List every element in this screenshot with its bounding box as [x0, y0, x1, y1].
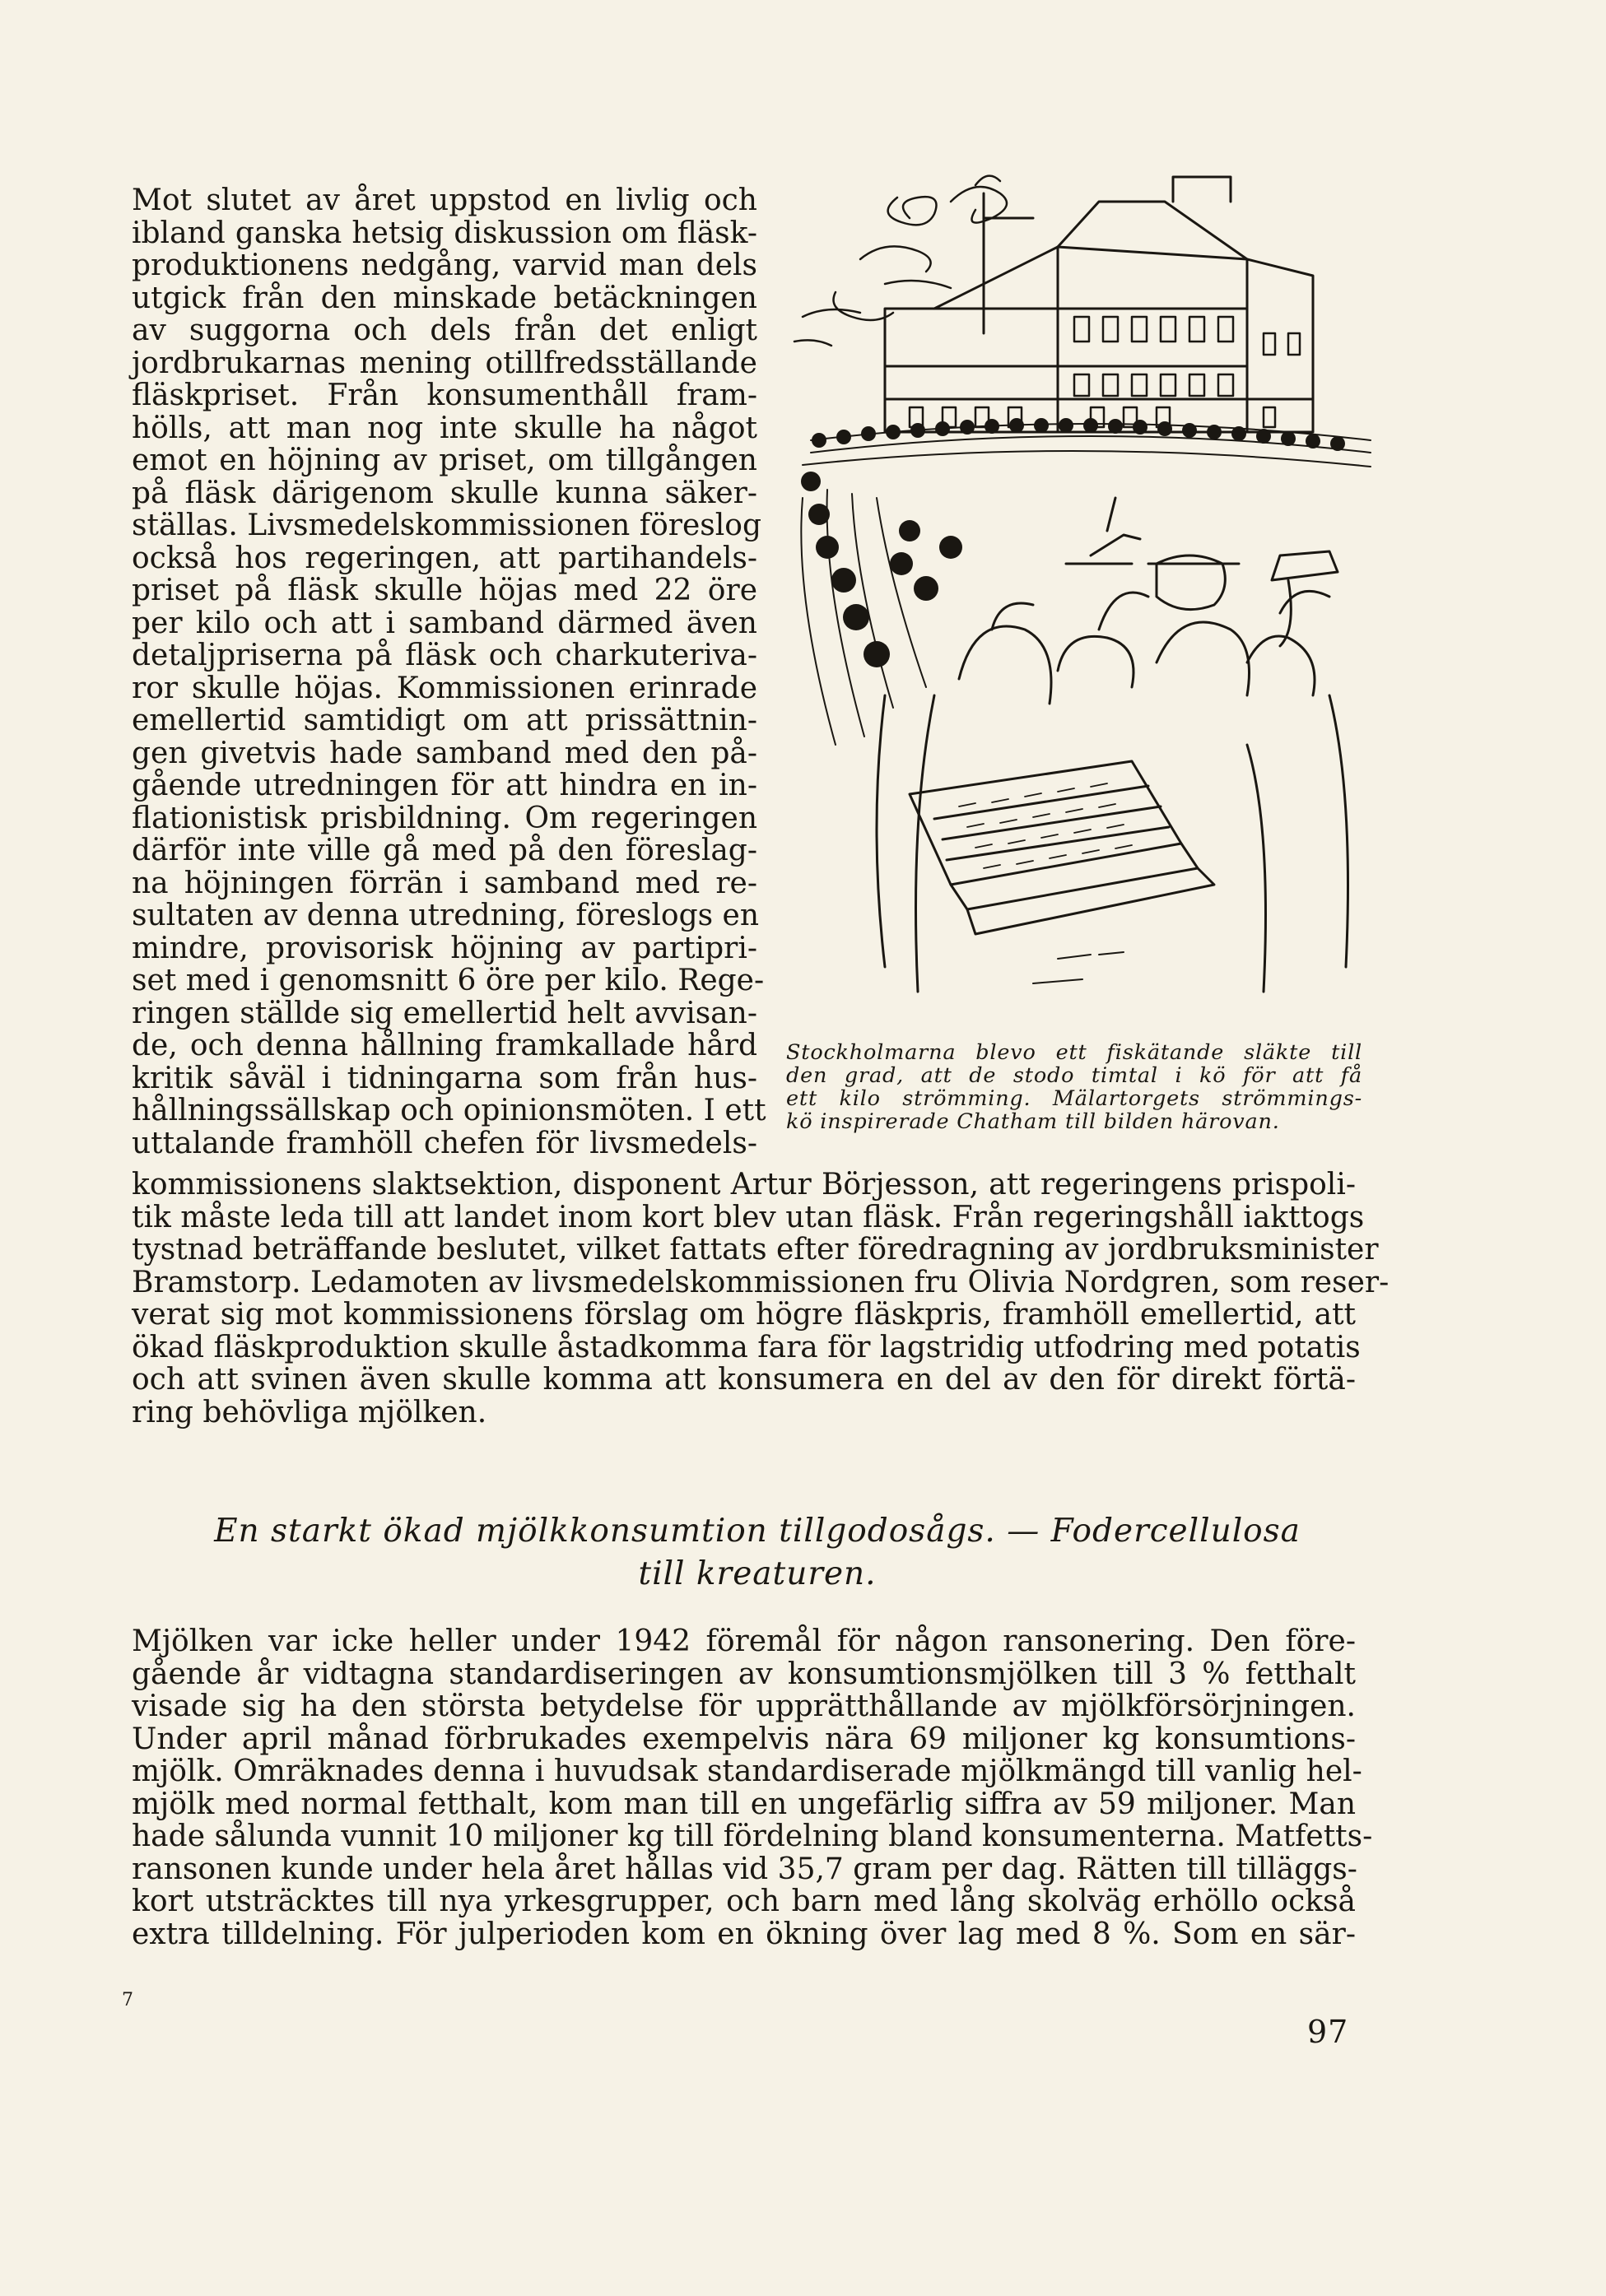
text-line: detaljpriserna på fläsk och charkuteriva-	[132, 639, 757, 672]
text-line: ring behövliga mjölken.	[132, 1395, 487, 1429]
caption-line: kö inspirerade Chatham till bilden härovan.	[786, 1109, 1280, 1134]
signature-mark: 7	[122, 1990, 133, 2010]
text-line: ibland ganska hetsig diskussion om fläsk-	[132, 216, 757, 250]
text-line: ransonen kunde under hela året hållas vid 35,7 gram per dag. Rätten till tilläggs-	[132, 1852, 1357, 1886]
text-line: ringen ställde sig emellertid helt avvisan-	[132, 996, 757, 1030]
text-line: kort utsträcktes till nya yrkesgrupper, och barn med lång skolväg erhöllo också	[132, 1885, 1356, 1918]
text-line: jordbrukarnas mening otillfredsställande	[132, 346, 757, 380]
section-body	[132, 1624, 1373, 1951]
text-line: utgick från den minskade betäckningen	[132, 281, 757, 315]
text-line: uttalande framhöll chefen för livsmedels-	[132, 1126, 757, 1160]
text-line: på fläsk därigenom skulle kunna säker-	[132, 476, 757, 510]
text-line: ställas. Livsmedelskommissionen föreslog	[132, 509, 762, 542]
text-line: hållningssällskap och opinionsmöten. I ett	[132, 1094, 766, 1127]
ground-lines	[1033, 952, 1124, 983]
text-line: mjölk. Omräknades denna i huvudsak standardiserade mjölkmängd till vanlig hel-	[132, 1755, 1362, 1788]
text-line: emellertid samtidigt om att prissättnin-	[132, 704, 757, 737]
full-width-text	[132, 1168, 1390, 1429]
illustration-caption	[786, 1041, 1362, 1133]
building	[885, 177, 1313, 432]
crowd-heads	[801, 418, 1345, 667]
text-line: kommissionens slaktsektion, disponent Artur Börjesson, att regeringens prispoli-	[132, 1168, 1356, 1201]
left-column-text	[132, 184, 766, 1160]
smoke-scribbles	[794, 176, 1007, 346]
text-line: Under april månad förbrukades exempelvis nära 69 miljoner kg konsumtions-	[132, 1722, 1356, 1756]
text-line: emot en höjning av priset, om tillgången	[132, 444, 757, 477]
text-line: kritik såväl i tidningarna som från hus-	[132, 1061, 757, 1095]
foreground-figures	[877, 551, 1348, 992]
text-line: mjölk med normal fetthalt, kom man till en ungefärlig siffra av 59 miljoner. Man	[132, 1787, 1356, 1821]
paragraph-milk	[132, 1624, 1373, 1951]
queue-crowd	[801, 424, 1371, 745]
text-line: hade sålunda vunnit 10 miljoner kg till fördelning bland konsumenterna. Matfetts-	[132, 1820, 1373, 1853]
page-number: 97	[1307, 2014, 1349, 2050]
text-line: gående utredningen för att hindra en in-	[132, 769, 757, 802]
text-line: extra tilldelning. För julperioden kom en ökning över lag med 8 %. Som en sär-	[132, 1917, 1356, 1951]
text-line: av suggorna och dels från det enligt	[132, 314, 757, 347]
text-line: de, och denna hållning framkallade hård	[132, 1029, 757, 1062]
paragraph-left-column	[132, 184, 766, 1160]
caption-line: den grad, att de stodo timtal i kö för att få	[786, 1063, 1362, 1088]
text-line: ror skulle höjas. Kommissionen erinrade	[132, 671, 757, 705]
caption-line: ett kilo strömming. Mälartorgets strömmings-	[786, 1086, 1362, 1111]
paragraph-continuation	[132, 1168, 1390, 1429]
text-line: sultaten av denna utredning, föreslogs en	[132, 899, 760, 932]
text-line: Bramstorp. Ledamoten av livsmedelskommissionen fru Olivia Nordgren, som reser-	[132, 1265, 1390, 1299]
queue-illustration	[786, 169, 1372, 1020]
text-line: produktionens nedgång, varvid man dels	[132, 249, 757, 282]
text-line: och att svinen även skulle komma att konsumera en del av den för direkt förtä-	[132, 1363, 1356, 1397]
text-line: tik måste leda till att landet inom kort blev utan fläsk. Från regeringshåll iakttogs	[132, 1200, 1365, 1234]
text-line: set med i genomsnitt 6 öre per kilo. Rege-	[132, 964, 765, 997]
text-line: gen givetvis hade samband med den på-	[132, 736, 757, 770]
text-line: gående år vidtagna standardiseringen av konsumtionsmjölken till 3 % fetthalt	[132, 1657, 1356, 1691]
text-line: priset på fläsk skulle höjas med 22 öre	[132, 574, 757, 607]
fish-trays	[910, 761, 1214, 934]
text-line: flationistisk prisbildning. Om regeringen	[132, 801, 757, 835]
text-line: därför inte ville gå med på den föreslag-	[132, 834, 757, 867]
text-line: fläskpriset. Från konsumenthåll fram-	[132, 379, 757, 412]
text-line: hölls, att man nog inte skulle ha något	[132, 411, 757, 445]
text-line: verat sig mot kommissionens förslag om högre fläskpris, framhöll emellertid, att	[132, 1298, 1356, 1332]
text-line: Mjölken var icke heller under 1942 föremål för någon ransonering. Den före-	[132, 1624, 1356, 1658]
text-line: mindre, provisorisk höjning av partipri-	[132, 931, 757, 965]
heading-line: En starkt ökad mjölkkonsumtion tillgodosågs. — Fodercellulosa	[214, 1513, 1301, 1550]
caption-line: Stockholmarna blevo ett fiskätande släkte till	[786, 1040, 1362, 1065]
text-line: per kilo och att i samband därmed även	[132, 606, 757, 640]
text-line: tystnad beträffande beslutet, vilket fattats efter föredragning av jordbruksminister	[132, 1233, 1379, 1267]
section-heading	[148, 1510, 1366, 1596]
text-line: också hos regeringen, att partihandels-	[132, 541, 757, 575]
heading-line: till kreaturen.	[638, 1555, 877, 1592]
text-line: na höjningen förrän i samband med re-	[132, 866, 757, 900]
boat-sketch	[1066, 498, 1140, 564]
text-line: ökad fläskproduktion skulle åstadkomma fara för lagstridig utfodring med potatis	[132, 1330, 1361, 1364]
building-windows	[910, 317, 1300, 427]
text-line: Mot slutet av året uppstod en livlig och	[132, 184, 757, 217]
text-line: visade sig ha den största betydelse för upprätthållande av mjölkförsörjningen.	[132, 1689, 1356, 1723]
